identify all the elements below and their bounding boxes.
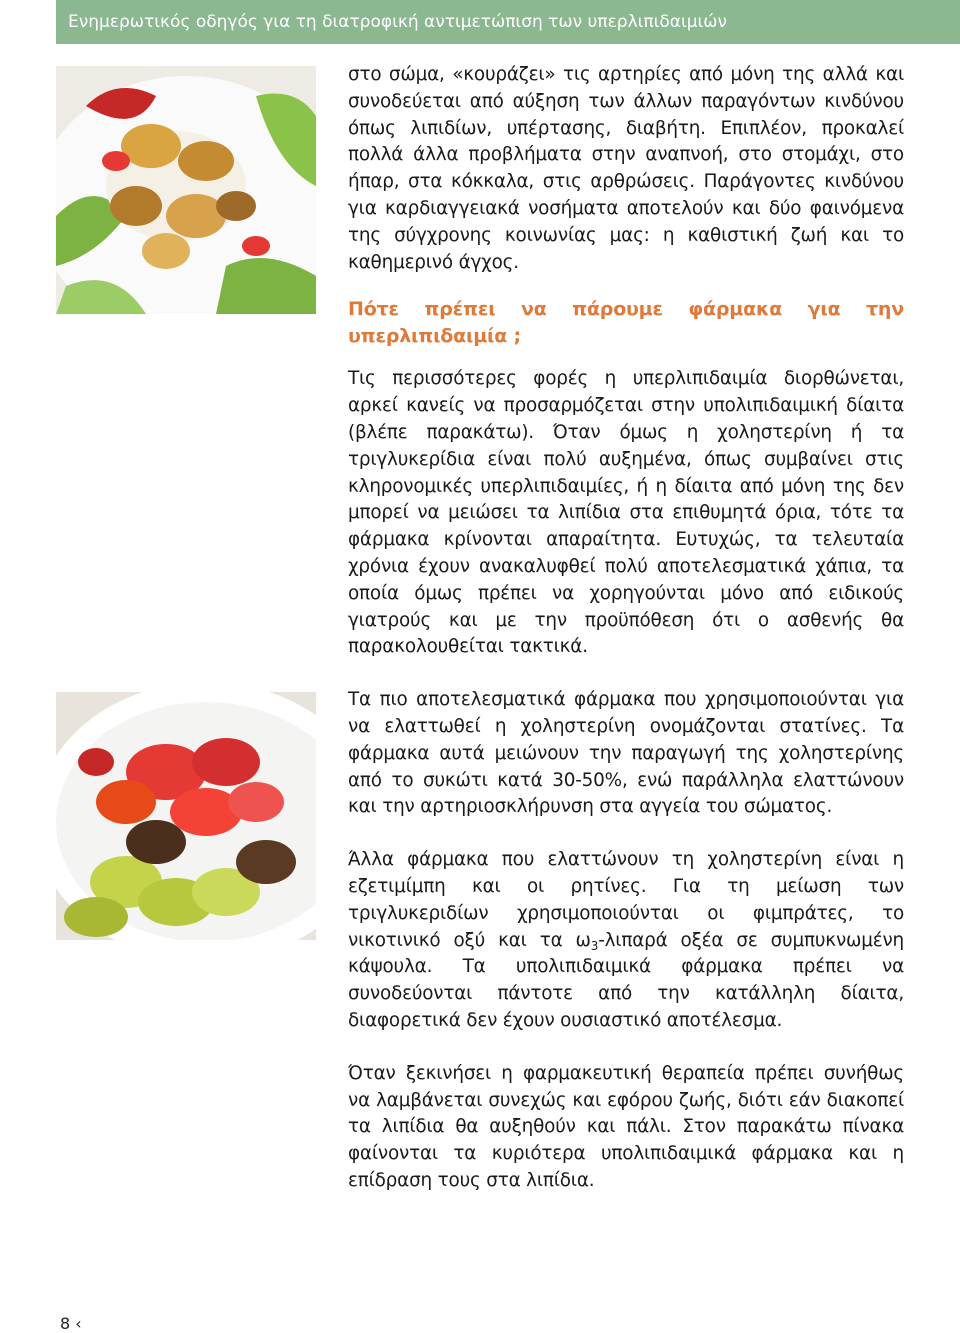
page-number: 8 ‹ bbox=[60, 1314, 82, 1333]
grilled-vegetables-photo bbox=[56, 692, 316, 940]
salad-photo bbox=[56, 66, 316, 314]
omega-subscript: 3 bbox=[590, 938, 599, 953]
paragraph-3-part-2: -λιπαρά οξέα σε συμπυκνωμένη κάψουλα. Τα υπολιπιδαιμικά φάρμακα πρέπει να συνοδεύονται πάντοτε από την κατάλληλη δίαιτα, διαφορετικά δεν έχουν ουσιαστικό αποτέλεσμα. bbox=[348, 929, 904, 1031]
paragraph-4: Όταν ξεκινήσει η φαρμακευτική θεραπεία πρέπει συνήθως να λαμβάνεται συνεχώς και εφόρου ζωής, διότι εάν διακοπεί τα λιπίδια θα αυξηθούν και πάλι. Στον παρακάτω πίνακα φαίνονται τα κυριότερα υπολιπιδαιμικά φάρμακα και η επίδραση τους στα λιπίδια. bbox=[348, 1062, 904, 1191]
vegetables-illustration bbox=[56, 692, 316, 940]
paragraph-2: Τα πιο αποτελεσματικά φάρμακα που χρησιμοποιούνται για να ελαττωθεί η χοληστερίνη ονομάζονται στατίνες. Τα φάρμακα αυτά μειώνουν την παραγωγή της χοληστερίνης από το συκώτι κατά 30-50%, ενώ παράλληλα ελαττώνουν και την αρτηριοσκλήρυνση στα αγγεία του σώματος. bbox=[348, 689, 904, 818]
paragraph-1: Τις περισσότερες φορές η υπερλιπιδαιμία διορθώνεται, αρκεί κανείς να προσαρμόζεται στην υπολιπιδαιμική δίαιτα (βλέπε παρακάτω). Όταν όμως η χοληστερίνη ή τα τριγλυκερίδια είναι πολύ αυξημένα, όπως συμβαίνει στις κληρονομικές υπερλιπιδαιμίες, ή η δίαιτα από μόνη της δεν μπορεί να μειώσει τα λιπίδια στα επιθυμητά όρια, τότε τα φάρμακα κρίνονται απαραίτητα. Ευτυχώς, τα τελευταία χρόνια έχουν ανακαλυφθεί πολύ αποτελεσματικά χάπια, τα οποία όμως πρέπει να χορηγούνται μόνο από ειδικούς γιατρούς και με την προϋπόθεση ότι ο ασθενής θα παρακολουθείται τακτικά. bbox=[348, 368, 904, 658]
header-title: Ενημερωτικός οδηγός για τη διατροφική αντιμετώπιση των υπερλιπιδαιμιών bbox=[68, 12, 728, 32]
paragraph-3-part-1: Άλλα φάρμακα που ελαττώνουν τη χοληστερίνη είναι η εζετιμίμπη και οι ρητίνες. Για τη μείωση των τριγλυκεριδίων χρησιμοποιούνται οι φιμπράτες, το νικοτινικό οξύ και τα ω bbox=[348, 849, 904, 951]
paragraph-3 bbox=[348, 847, 904, 1035]
salad-illustration bbox=[56, 66, 316, 314]
main-text bbox=[348, 62, 904, 1195]
intro-paragraph: στο σώμα, «κουράζει» τις αρτηρίες από μόνη της αλλά και συνοδεύεται από αύξηση των άλλων παραγόντων κινδύνου όπως λιπιδίων, υπέρτασης, διαβήτη. Επιπλέον, προκαλεί πολλά άλλα προβλήματα στην αναπνοή, στο στομάχι, στο ήπαρ, στα κόκκαλα, στις αρθρώσεις. Παράγοντες κινδύνου για καρδιαγγειακά νοσήματα αποτελούν και δύο φαινόμενα της σύγχρονης κοινωνίας μας: η καθιστική ζωή και το καθημερινό άγχος. bbox=[348, 64, 904, 273]
running-header bbox=[56, 0, 960, 44]
section-heading: Πότε πρέπει να πάρουμε φάρμακα για την υπερλιπιδαιμία ; bbox=[348, 298, 904, 348]
